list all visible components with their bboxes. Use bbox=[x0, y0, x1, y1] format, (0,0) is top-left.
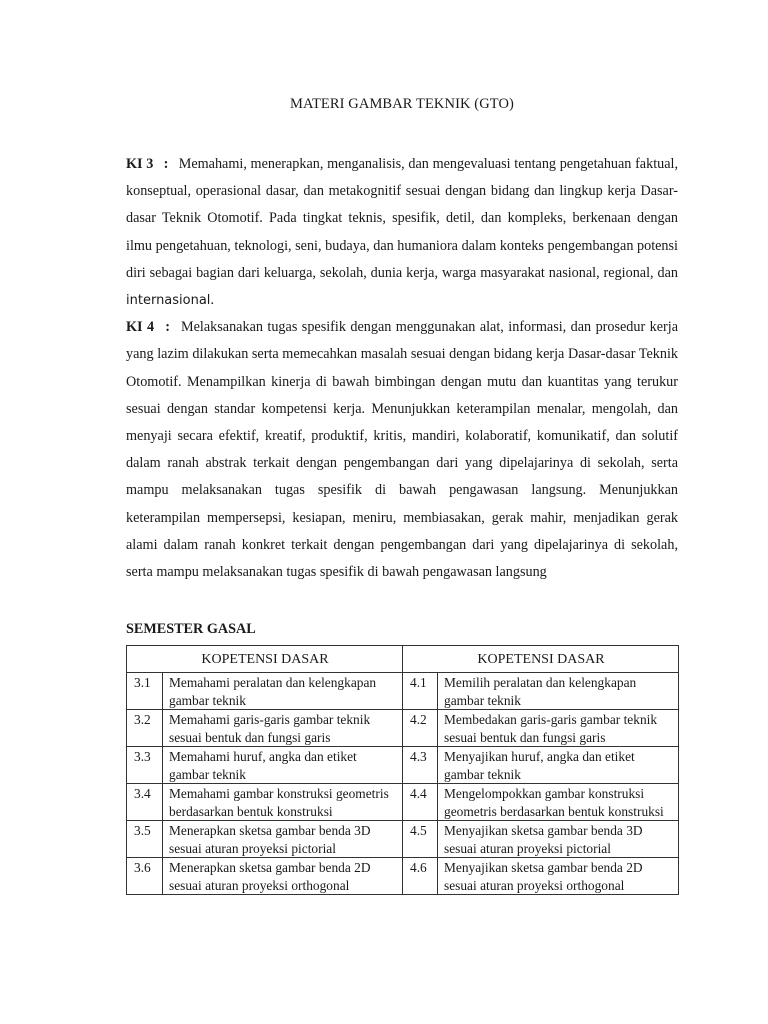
kd-text: Membedakan garis-garis gambar teknik sesuai bentuk dan fungsi garis bbox=[438, 710, 679, 747]
table-row bbox=[127, 673, 679, 710]
kd-text: Memahami huruf, angka dan etiket gambar teknik bbox=[163, 747, 403, 784]
ki4-colon: : bbox=[165, 319, 170, 336]
kd-text: Menyajikan huruf, angka dan etiket gambar teknik bbox=[438, 747, 679, 784]
ki4-paragraph bbox=[126, 314, 678, 586]
kd-text: Memilih peralatan dan kelengkapan gambar teknik bbox=[438, 673, 679, 710]
table-row bbox=[127, 821, 679, 858]
table-header-left: KOPETENSI DASAR bbox=[127, 646, 403, 673]
ki4-text: Melaksanakan tugas spesifik dengan menggunakan alat, informasi, dan prosedur kerja yang lazim dilakukan serta memecahkan masalah sesuai dengan bidang kerja Dasar-dasar Teknik Otomotif. Menampilkan kinerja di bawah bimbingan dengan mutu dan kuantitas yang terukur sesuai dengan standar kompetensi kerja. Menunjukkan keterampilan menalar, mengolah, dan menyaji secara efektif, kreatif, produktif, kritis, mandiri, kolaboratif, komunikatif, dan solutif dalam ranah abstrak terkait dengan pengembangan dari yang dipelajarinya di sekolah, serta mampu melaksanakan tugas spesifik di bawah pengawasan langsung. Menunjukkan keterampilan mempersepsi, kesiapan, meniru, membiasakan, gerak mahir, menjadikan gerak alami dalam ranah konkret terkait dengan pengembangan dari yang dipelajarinya di sekolah, serta mampu melaksanakan tugas spesifik di bawah pengawasan langsung bbox=[126, 319, 679, 581]
kd-number: 4.4 bbox=[403, 784, 438, 821]
kd-number: 4.2 bbox=[403, 710, 438, 747]
kd-text: Menyajikan sketsa gambar benda 2D sesuai aturan proyeksi orthogonal bbox=[438, 858, 679, 895]
ki4-label: KI 4 bbox=[126, 319, 155, 336]
ki3-period: . bbox=[210, 292, 214, 309]
ki3-text: Memahami, menerapkan, menganalisis, dan mengevaluasi tentang pengetahuan faktual, konseptual, operasional dasar, dan metakognitif sesuai dengan bidang dan lingkup kerja Dasar-dasar Teknik Otomotif. Pada tingkat teknis, spesifik, detil, dan kompleks, berkenaan dengan ilmu pengetahuan, teknologi, seni, budaya, dan humaniora dalam konteks pengembangan potensi diri sebagai bagian dari keluarga, sekolah, dunia kerja, warga masyarakat nasional, regional, dan bbox=[126, 156, 679, 281]
kd-number: 3.1 bbox=[127, 673, 163, 710]
document-title: MATERI GAMBAR TEKNIK (GTO) bbox=[290, 96, 514, 112]
kd-number: 4.6 bbox=[403, 858, 438, 895]
kd-text: Memahami gambar konstruksi geometris berdasarkan bentuk konstruksi bbox=[163, 784, 403, 821]
ki3-text-end: internasional bbox=[126, 293, 211, 309]
kd-text: Menerapkan sketsa gambar benda 2D sesuai aturan proyeksi orthogonal bbox=[163, 858, 403, 895]
kd-number: 3.6 bbox=[127, 858, 163, 895]
kd-number: 3.5 bbox=[127, 821, 163, 858]
semester-heading: SEMESTER GASAL bbox=[126, 621, 256, 638]
kd-text: Memahami garis-garis gambar teknik sesuai bentuk dan fungsi garis bbox=[163, 710, 403, 747]
ki3-label: KI 3 bbox=[126, 156, 154, 172]
document-page bbox=[126, 96, 678, 895]
kd-text: Mengelompokkan gambar konstruksi geometris berdasarkan bentuk konstruksi bbox=[438, 784, 679, 821]
kompetensi-table bbox=[126, 645, 679, 895]
table-row bbox=[127, 710, 679, 747]
kd-number: 4.1 bbox=[403, 673, 438, 710]
kd-number: 4.3 bbox=[403, 747, 438, 784]
kd-number: 3.3 bbox=[127, 747, 163, 784]
ki3-paragraph bbox=[126, 151, 678, 314]
kd-text: Memahami peralatan dan kelengkapan gambar teknik bbox=[163, 673, 403, 710]
table-row bbox=[127, 858, 679, 895]
ki3-colon: : bbox=[163, 156, 169, 172]
kd-number: 3.2 bbox=[127, 710, 163, 747]
table-header-right: KOPETENSI DASAR bbox=[403, 646, 679, 673]
kd-number: 3.4 bbox=[127, 784, 163, 821]
table-row bbox=[127, 747, 679, 784]
kd-text: Menerapkan sketsa gambar benda 3D sesuai aturan proyeksi pictorial bbox=[163, 821, 403, 858]
table-header-row bbox=[127, 646, 679, 673]
kd-text: Menyajikan sketsa gambar benda 3D sesuai aturan proyeksi pictorial bbox=[438, 821, 679, 858]
table-row bbox=[127, 784, 679, 821]
kd-number: 4.5 bbox=[403, 821, 438, 858]
